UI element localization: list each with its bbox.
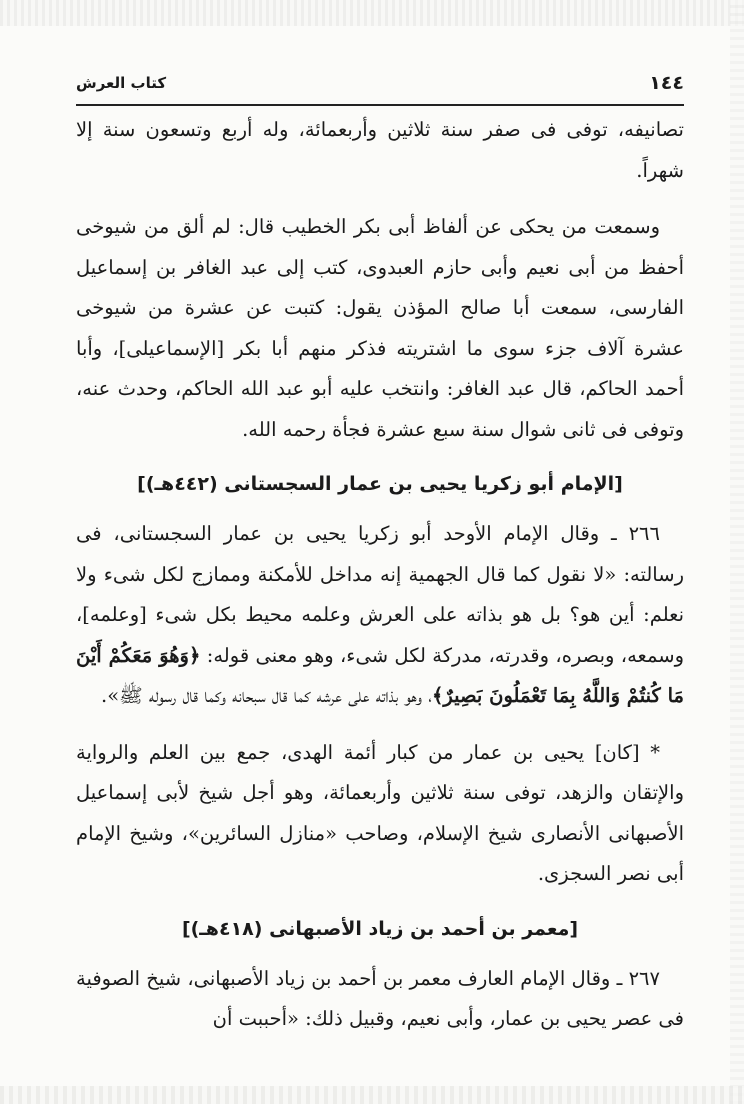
paragraph-267: ٢٦٧ ـ وقال الإمام العارف معمر بن أحمد بن زياد الأصبهانى، شيخ الصوفية فى عصر يحيى بن عمار، وأبى نعيم، وقبيل ذلك: «أحببت أن: [76, 966, 684, 1030]
scan-edge-right: [730, 0, 744, 1104]
page-number: ١٤٤: [649, 72, 684, 94]
paragraph-yahya-bio: * [كان] يحيى بن عمار من كبار أئمة الهدى، جمع بين العلم والرواية والإتقان والزهد، توفى سنة ثلاثين وأربعمائة، وهو أجل شيخ لأبى إسماعيل الأصبهانى الأنصارى شيخ الإسلام، وصاحب «منازل السائرين»، وشيخ الإمام أبى نصر السجزى.: [76, 740, 684, 885]
quran-verse: ﴿وَهُوَ مَعَكُمْ أَيْنَ مَا كُنتُمْ وَاللَّهُ بِمَا تَعْمَلُونَ بَصِيرٌ﴾: [76, 643, 684, 707]
section-heading-muammar: [معمر بن أحمد بن زياد الأصبهانى (٤١٨هـ)]: [181, 917, 579, 940]
header-rule: [76, 104, 684, 106]
scan-edge-top: [0, 0, 744, 26]
paragraph-266: [76, 514, 684, 717]
paragraph-continuation: تصانيفه، توفى فى صفر سنة ثلاثين وأربعمائة، وله أربع وتسعون سنة إلا شهراً.: [76, 118, 684, 182]
page-body: [76, 110, 684, 1040]
page-header: [76, 72, 684, 102]
scan-edge-bottom: [0, 1086, 744, 1104]
running-title: كتاب العرش: [76, 74, 167, 92]
section-heading-yahya: [الإمام أبو زكريا يحيى بن عمار السجستانى (٤٤٢هـ)]: [137, 473, 623, 495]
paragraph-266-end: ، وهو بذاته على عرشه كما قال سبحانه وكما قال رسوله ﷺ».: [101, 684, 432, 707]
paragraph-266-text: ٢٦٦ ـ وقال الإمام الأوحد أبو زكريا يحيى بن عمار السجستانى، فى رسالته: «لا نقول كما قال الجهمية إنه مداخل للأمكنة وممازج لكل شىء ولا نعلم: أين هو؟ بل هو بذاته على العرش وعلمه محيط بكل شىء [وعلمه]، وسمعه، وبصره، وقدرته، مدركة لكل شىء، وهو معنى قوله:: [76, 522, 684, 667]
paragraph-khatib: وسمعت من يحكى عن ألفاظ أبى بكر الخطيب قال: لم ألق من شيوخى أحفظ من أبى نعيم وأبى حازم العبدوى، كتب إلى عبد الغافر بن إسماعيل الفارسى، سمعت أبا صالح المؤذن يقول: كتبت عن عشرة من شيوخى عشرة آلاف جزء سوى ما اشتريته فذكر منهم أبا بكر [الإسماعيلى]، وأبا أحمد الحاكم، قال عبد الغافر: وانتخب عليه أبو عبد الله الحاكم، وحدث عنه، وتوفى فى ثانى شوال سنة سبع عشرة فجأة رحمه الله.: [76, 215, 684, 441]
